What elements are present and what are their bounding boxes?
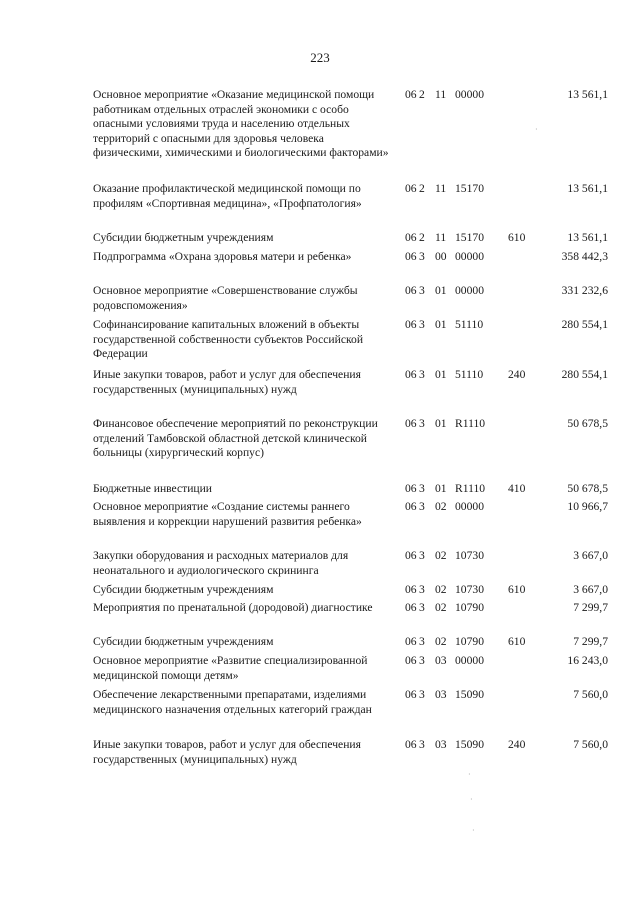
row-description: Обеспечение лекарственными препаратами, изделиями медицинского назначения отдельных категорий граждан: [93, 688, 372, 716]
code-activity: 02: [435, 549, 447, 562]
scan-speck: ·: [535, 125, 538, 134]
code-direction: 15170: [455, 231, 484, 244]
row-amount: 50 678,5: [567, 482, 608, 495]
code-program: 06: [405, 601, 417, 614]
code-program: 06: [405, 284, 417, 297]
scan-speck: ·: [468, 770, 471, 779]
code-direction: 00000: [455, 284, 484, 297]
row-description: Иные закупки товаров, работ и услуг для обеспечения государственных (муниципальных) нужд: [93, 368, 361, 396]
code-program: 06: [405, 688, 417, 701]
row-amount: 13 561,1: [567, 88, 608, 101]
code-subprogram: 3: [419, 654, 425, 667]
code-activity: 01: [435, 284, 447, 297]
row-amount: 7 560,0: [573, 688, 608, 701]
code-activity: 02: [435, 601, 447, 614]
code-subprogram: 3: [419, 583, 425, 596]
code-program: 06: [405, 549, 417, 562]
code-program: 06: [405, 635, 417, 648]
code-subprogram: 3: [419, 635, 425, 648]
row-amount: 13 561,1: [567, 182, 608, 195]
row-description: Оказание профилактической медицинской помощи по профилям «Спортивная медицина», «Профпатология»: [93, 182, 362, 210]
code-subprogram: 2: [419, 231, 425, 244]
code-subprogram: 3: [419, 318, 425, 331]
code-direction: 51110: [455, 368, 484, 381]
code-direction: 15090: [455, 688, 484, 701]
row-amount: 3 667,0: [573, 583, 608, 596]
expense-type: 410: [508, 482, 526, 495]
code-program: 06: [405, 250, 417, 263]
row-description: Бюджетные инвестиции: [93, 482, 213, 495]
code-program: 06: [405, 482, 417, 495]
row-description: Подпрограмма «Охрана здоровья матери и ребенка»: [93, 250, 352, 263]
code-activity: 01: [435, 368, 447, 381]
code-subprogram: 2: [419, 182, 425, 195]
code-subprogram: 3: [419, 500, 425, 513]
code-direction: R1110: [455, 482, 486, 495]
code-activity: 03: [435, 688, 447, 701]
row-description: Мероприятия по пренатальной (дородовой) диагностике: [93, 601, 373, 614]
code-subprogram: 3: [419, 368, 425, 381]
row-amount: 7 299,7: [573, 601, 608, 614]
code-activity: 01: [435, 482, 447, 495]
code-program: 06: [405, 738, 417, 751]
code-program: 06: [405, 318, 417, 331]
expense-type: 240: [508, 738, 526, 751]
code-subprogram: 3: [419, 601, 425, 614]
row-description: Иные закупки товаров, работ и услуг для обеспечения государственных (муниципальных) нужд: [93, 738, 361, 766]
row-amount: 16 243,0: [567, 654, 608, 667]
code-program: 06: [405, 231, 417, 244]
row-description: Субсидии бюджетным учреждениям: [93, 231, 274, 244]
code-activity: 02: [435, 500, 447, 513]
row-description: Основное мероприятие «Оказание медицинской помощи работникам отдельных отраслей экономики с особо опасными условиями труда и населению отдельных территорий с опасными для здоровья человека физическими, химическими и биологическими факторами»: [93, 88, 389, 160]
code-subprogram: 3: [419, 738, 425, 751]
row-description: Основное мероприятие «Создание системы раннего выявления и коррекции нарушений развития ребенка»: [93, 500, 362, 528]
expense-type: 240: [508, 368, 526, 381]
row-amount: 13 561,1: [567, 231, 608, 244]
row-description: Субсидии бюджетным учреждениям: [93, 583, 274, 596]
row-amount: 7 560,0: [573, 738, 608, 751]
expense-type: 610: [508, 231, 526, 244]
code-activity: 03: [435, 738, 447, 751]
page-number: 223: [310, 50, 330, 65]
code-direction: 15170: [455, 182, 484, 195]
row-amount: 10 966,7: [567, 500, 608, 513]
code-direction: 00000: [455, 88, 484, 101]
row-amount: 50 678,5: [567, 417, 608, 430]
code-direction: 00000: [455, 654, 484, 667]
code-direction: 10790: [455, 601, 484, 614]
row-description: Софинансирование капитальных вложений в объекты государственной собственности субъектов Российской Федерации: [93, 318, 364, 361]
row-amount: 358 442,3: [561, 250, 608, 263]
code-activity: 11: [435, 182, 447, 195]
code-direction: 10790: [455, 635, 484, 648]
code-direction: 10730: [455, 583, 484, 596]
code-subprogram: 3: [419, 417, 425, 430]
code-direction: 51110: [455, 318, 484, 331]
code-program: 06: [405, 368, 417, 381]
code-program: 06: [405, 654, 417, 667]
code-activity: 02: [435, 635, 447, 648]
row-description: Основное мероприятие «Совершенствование службы родовспоможения»: [93, 284, 358, 312]
code-activity: 11: [435, 231, 447, 244]
code-program: 06: [405, 583, 417, 596]
expense-type: 610: [508, 635, 526, 648]
row-amount: 280 554,1: [561, 318, 608, 331]
code-activity: 00: [435, 250, 447, 263]
scan-speck: ·: [472, 826, 475, 835]
row-amount: 280 554,1: [561, 368, 608, 381]
code-direction: 00000: [455, 250, 484, 263]
code-program: 06: [405, 417, 417, 430]
row-description: Основное мероприятие «Развитие специализированной медицинской помощи детям»: [93, 654, 368, 682]
code-direction: 00000: [455, 500, 484, 513]
expense-type: 610: [508, 583, 526, 596]
row-amount: 331 232,6: [561, 284, 608, 297]
row-description: Финансовое обеспечение мероприятий по реконструкции отделений Тамбовской областной детской клинической больницы (хирургический корпус): [93, 417, 378, 460]
code-program: 06: [405, 182, 417, 195]
code-direction: R1110: [455, 417, 486, 430]
code-direction: 10730: [455, 549, 484, 562]
row-description: Закупки оборудования и расходных материалов для неонатального и аудиологического скрининга: [93, 549, 349, 577]
code-activity: 11: [435, 88, 447, 101]
code-subprogram: 3: [419, 549, 425, 562]
code-subprogram: 3: [419, 688, 425, 701]
code-subprogram: 2: [419, 88, 425, 101]
code-activity: 01: [435, 417, 447, 430]
code-activity: 03: [435, 654, 447, 667]
scan-speck: ·: [470, 795, 473, 804]
code-subprogram: 3: [419, 250, 425, 263]
code-activity: 02: [435, 583, 447, 596]
code-activity: 01: [435, 318, 447, 331]
code-direction: 15090: [455, 738, 484, 751]
row-amount: 7 299,7: [573, 635, 608, 648]
row-amount: 3 667,0: [573, 549, 608, 562]
code-subprogram: 3: [419, 482, 425, 495]
code-program: 06: [405, 88, 417, 101]
code-program: 06: [405, 500, 417, 513]
row-description: Субсидии бюджетным учреждениям: [93, 635, 274, 648]
code-subprogram: 3: [419, 284, 425, 297]
